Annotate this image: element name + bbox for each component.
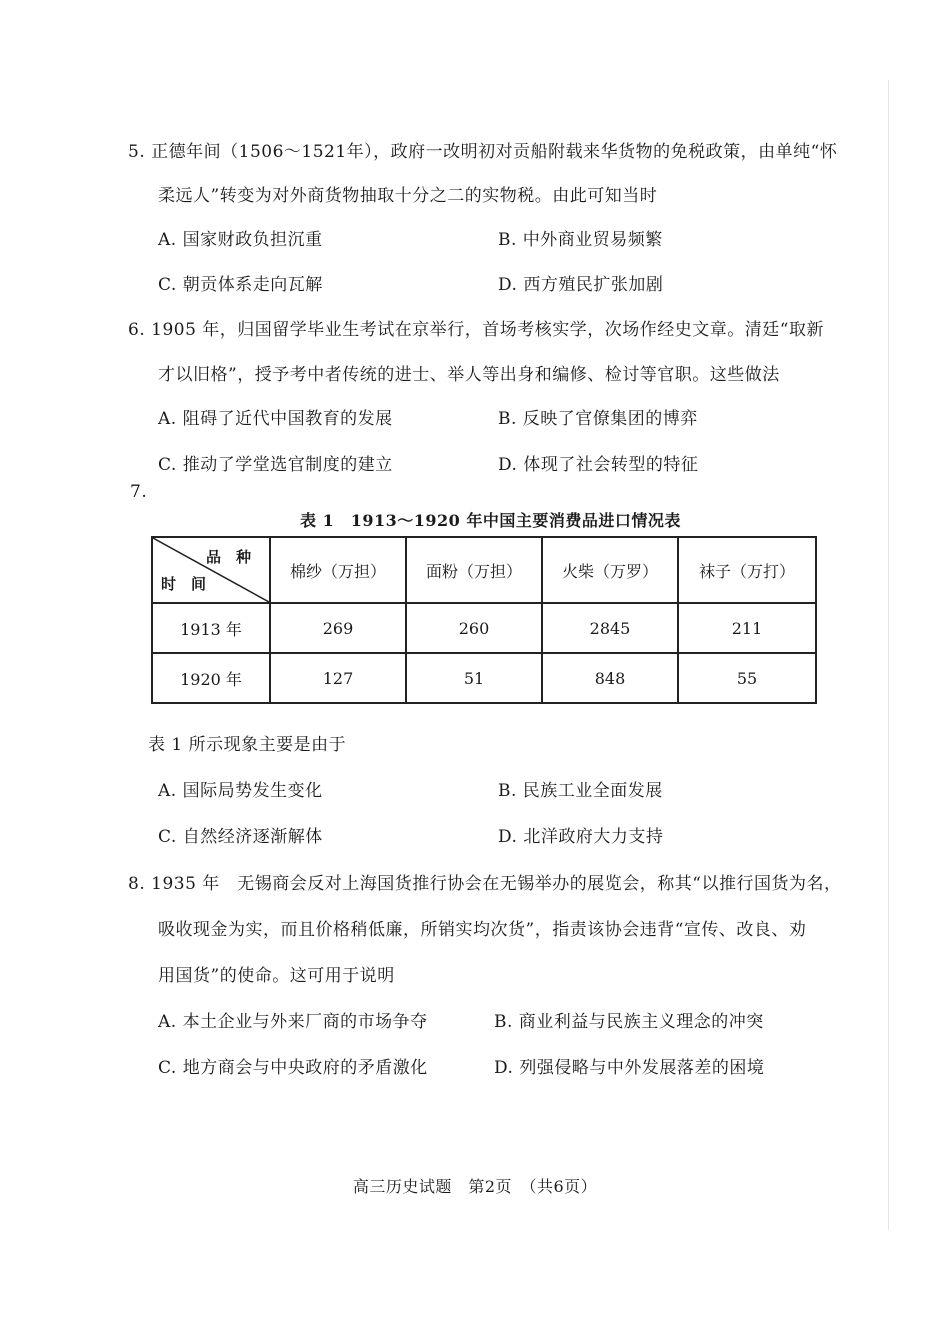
q8-stem-line1: 8. 1935 年 无锡商会反对上海国货推行协会在无锡举办的展览会，称其“以推行国货为名， bbox=[128, 874, 842, 894]
q6-stem-line1: 6. 1905 年，归国留学毕业生考试在京举行，首场考核实学，次场作经史文章。清廷“取新 bbox=[128, 320, 824, 340]
q8-stem-line2: 吸收现金为实，而且价格稍低廉，所销实均次货”，指责该协会违背“宣传、改良、劝 bbox=[158, 920, 807, 940]
q7-table-caption: 表 1 1913～1920 年中国主要消费品进口情况表 bbox=[300, 511, 681, 530]
q6-stem-line2: 才以旧格”，授予考中者传统的进士、举人等出身和编修、检讨等官职。这些做法 bbox=[158, 365, 780, 385]
column-header: 棉纱（万担） bbox=[270, 537, 406, 603]
row-year: 1920 年 bbox=[152, 653, 270, 703]
table-cell: 51 bbox=[406, 653, 542, 703]
q7-option-d: D. 北洋政府大力支持 bbox=[498, 827, 664, 847]
q5-option-b: B. 中外商业贸易频繁 bbox=[498, 230, 663, 250]
table-row bbox=[152, 603, 816, 653]
scan-edge-line bbox=[888, 80, 889, 1230]
row-year: 1913 年 bbox=[152, 603, 270, 653]
q6-option-d: D. 体现了社会转型的特征 bbox=[498, 455, 699, 475]
q8-option-b: B. 商业利益与民族主义理念的冲突 bbox=[494, 1012, 764, 1032]
column-header: 面粉（万担） bbox=[406, 537, 542, 603]
diag-bottom-label: 时 间 bbox=[161, 575, 207, 593]
table-header-row bbox=[152, 537, 816, 603]
table-cell: 211 bbox=[678, 603, 816, 653]
q8-option-c: C. 地方商会与中央政府的矛盾激化 bbox=[158, 1058, 428, 1078]
q7-option-b: B. 民族工业全面发展 bbox=[498, 781, 663, 801]
import-table bbox=[151, 536, 817, 704]
table-cell: 269 bbox=[270, 603, 406, 653]
q7-option-a: A. 国际局势发生变化 bbox=[158, 781, 323, 801]
table-row bbox=[152, 653, 816, 703]
q6-option-a: A. 阻碍了近代中国教育的发展 bbox=[158, 409, 393, 429]
q6-option-c: C. 推动了学堂选官制度的建立 bbox=[158, 455, 393, 475]
q5-stem-line1: 5. 正德年间（1506～1521年），政府一改明初对贡船附载来华货物的免税政策，由单纯“怀 bbox=[128, 142, 838, 162]
q7-number: 7. bbox=[130, 482, 148, 502]
table-cell: 127 bbox=[270, 653, 406, 703]
q5-stem-line2: 柔远人”转变为对外商货物抽取十分之二的实物税。由此可知当时 bbox=[158, 186, 658, 206]
table-cell: 848 bbox=[542, 653, 678, 703]
q7-stem: 表 1 所示现象主要是由于 bbox=[148, 735, 347, 755]
column-header: 火柴（万罗） bbox=[542, 537, 678, 603]
q5-option-c: C. 朝贡体系走向瓦解 bbox=[158, 275, 323, 295]
q5-option-a: A. 国家财政负担沉重 bbox=[158, 230, 323, 250]
q7-option-c: C. 自然经济逐渐解体 bbox=[158, 827, 323, 847]
diag-top-label: 品 种 bbox=[205, 548, 251, 566]
table-cell: 260 bbox=[406, 603, 542, 653]
page-footer: 高三历史试题 第2页 （共6页） bbox=[352, 1177, 598, 1196]
table-cell: 2845 bbox=[542, 603, 678, 653]
q8-stem-line3: 用国货”的使命。这可用于说明 bbox=[158, 966, 395, 986]
q5-option-d: D. 西方殖民扩张加剧 bbox=[498, 275, 664, 295]
q8-option-d: D. 列强侵略与中外发展落差的困境 bbox=[494, 1058, 765, 1078]
diagonal-header-cell bbox=[152, 537, 270, 603]
table-cell: 55 bbox=[678, 653, 816, 703]
q6-option-b: B. 反映了官僚集团的博弈 bbox=[498, 409, 698, 429]
column-header: 袜子（万打） bbox=[678, 537, 816, 603]
q8-option-a: A. 本土企业与外来厂商的市场争夺 bbox=[158, 1012, 428, 1032]
